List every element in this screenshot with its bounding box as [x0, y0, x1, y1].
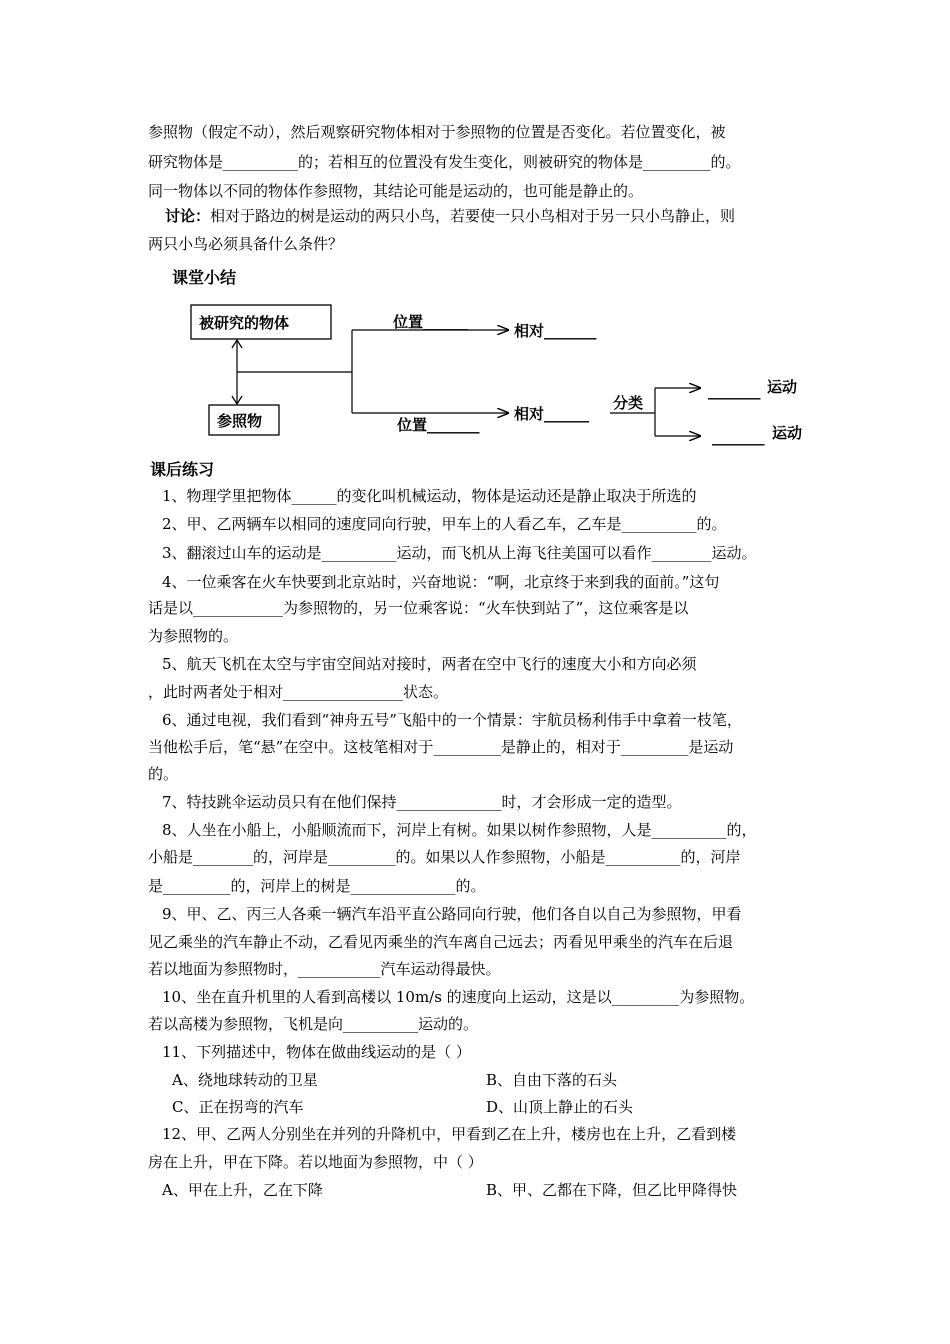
exercise-line: 1、物理学里把物体______的变化叫机械运动，物体是运动还是静止取决于所选的 [162, 487, 697, 505]
intro-line-1: 参照物（假定不动），然后观察研究物体相对于参照物的位置是否变化。若位置变化，被 [148, 123, 726, 141]
exercise-line: 10、坐在直升机里的人看到高楼以 10m/s 的速度向上运动，这是以_________为参照物。 [162, 988, 755, 1006]
exercise-line: 话是以____________为参照物的，另一位乘客说：“火车快到站了”，这位乘客是以 [148, 599, 689, 617]
discussion-text: 相对于路边的树是运动的两只小鸟，若要使一只小鸟相对于另一只小鸟静止，则 [210, 207, 736, 225]
exercise-line: 7、特技跳伞运动员只有在他们保持______________时，才会形成一定的造型。 [162, 793, 682, 811]
classify-label: 分类 [613, 394, 644, 412]
position-bottom-label: 位置_______ [397, 416, 480, 434]
q11-option-d: D、山顶上静止的石头 [486, 1098, 634, 1116]
motion-bottom-blank: _______ [712, 428, 765, 446]
exercise-line: 小船是________的，河岸是_________的。如果以人作参照物，小船是__________的，河岸 [148, 848, 741, 866]
intro-line-3: 同一物体以不同的物体作参照物，其结论可能是运动的，也可能是静止的。 [148, 182, 644, 200]
exercise-line: 9、甲、乙、丙三人各乘一辆汽车沿平直公路同向行驶，他们各自以自己为参照物，甲看 [162, 905, 742, 923]
exercise-line: 8、人坐在小船上，小船顺流而下，河岸上有树。如果以树作参照物，人是__________的， [162, 821, 757, 839]
q11-option-c: C、正在拐弯的汽车 [172, 1098, 304, 1116]
exercise-line: 4、一位乘客在火车快要到北京站时，兴奋地说：“啊，北京终于来到我的面前。”这句 [162, 573, 720, 591]
exercise-line: 若以高楼为参照物，飞机是向__________运动的。 [148, 1015, 479, 1033]
q12-option-a: A、甲在上升，乙在下降 [162, 1181, 323, 1199]
exercise-line: 3、翻滚过山车的运动是__________运动，而飞机从上海飞往美国可以看作________运动。 [162, 544, 757, 562]
discussion-label: 讨论： [165, 207, 211, 225]
exercise-line: 5、航天飞机在太空与宇宙空间站对接时，两者在空中飞行的速度大小和方向必须 [162, 655, 697, 673]
exercise-line: 2、甲、乙两辆车以相同的速度同向行驶，甲车上的人看乙车，乙车是__________的。 [162, 515, 727, 533]
exercise-line: 当他松手后，笔“悬”在空中。这枝笔相对于_________是静止的，相对于_________是运动 [148, 738, 734, 756]
reference-label: 参照物 [217, 412, 263, 430]
motion-top-label: 运动 [767, 378, 798, 396]
exercise-line: 为参照物的。 [148, 627, 239, 645]
exercise-line: 的。 [148, 765, 179, 783]
exercise-line: 是_________的，河岸上的树是______________的。 [148, 877, 486, 895]
summary-heading: 课堂小结 [172, 268, 237, 287]
relative-top-label: 相对_______ [514, 322, 597, 340]
motion-bottom-label: 运动 [772, 424, 803, 442]
q11-option-a: A、绕地球转动的卫星 [172, 1071, 318, 1089]
exercise-line: 11、下列描述中，物体在做曲线运动的是（ ） [162, 1043, 471, 1061]
intro-line-2: 研究物体是__________的；若相互的位置没有发生变化，则被研究的物体是_________的。 [148, 153, 741, 171]
exercise-line: 见乙乘坐的汽车静止不动，乙看见丙乘坐的汽车离自己远去；丙看见甲乘坐的汽车在后退 [148, 933, 734, 951]
exercise-line: ，此时两者处于相对________________状态。 [148, 683, 449, 701]
discussion-cont: 两只小鸟必须具备什么条件？ [148, 235, 344, 253]
q12-line-2: 房在上升，甲在下降。若以地面为参照物，中（ ） [148, 1153, 483, 1171]
q12-line-1: 12、甲、乙两人分别坐在并列的升降机中，甲看到乙在上升，楼房也在上升，乙看到楼 [162, 1125, 737, 1143]
exercise-line: 若以地面为参照物时，___________汽车运动得最快。 [148, 960, 501, 978]
q11-option-b: B、自由下落的石头 [486, 1071, 618, 1089]
motion-top-blank: _______ [708, 382, 761, 400]
q12-option-b: B、甲、乙都在下降，但乙比甲降得快 [486, 1181, 738, 1199]
exercise-line: 6、通过电视，我们看到“神舟五号”飞船中的一个情景：宇航员杨利伟手中拿着一枝笔， [162, 711, 742, 729]
object-label: 被研究的物体 [199, 314, 290, 332]
position-top-label: 位置______ [393, 313, 469, 331]
exercises-heading: 课后练习 [150, 460, 215, 479]
relative-bottom-label: 相对______ [514, 405, 590, 423]
